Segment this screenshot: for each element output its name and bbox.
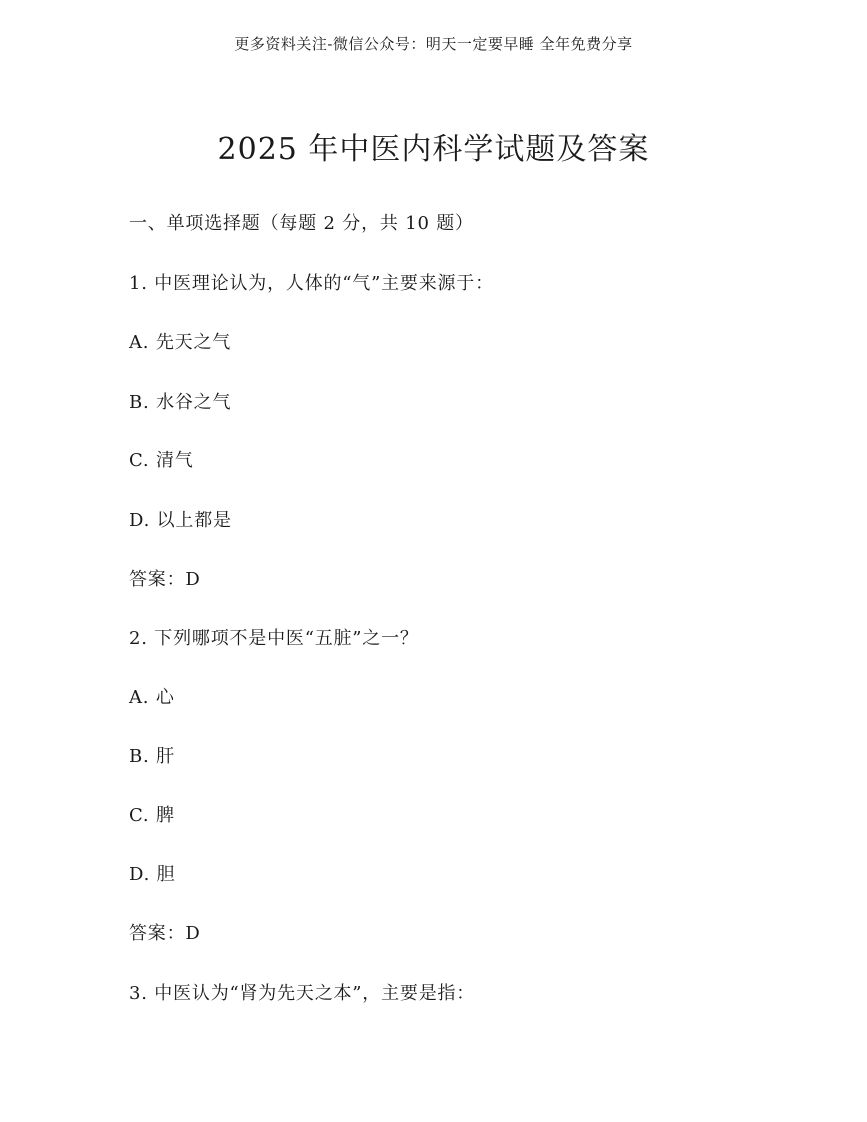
question-2-option-b: B. 肝 xyxy=(129,746,175,767)
question-2-option-a: A. 心 xyxy=(129,687,175,708)
question-1-option-b: B. 水谷之气 xyxy=(129,392,232,413)
question-3-stem: 3. 中医认为“肾为先天之本”，主要是指： xyxy=(129,983,476,1004)
question-2-option-d: D. 胆 xyxy=(129,864,176,885)
question-1-stem: 1. 中医理论认为，人体的“气”主要来源于： xyxy=(129,273,494,294)
header-note: 更多资料关注-微信公众号：明天一定要早睡 全年免费分享 xyxy=(234,35,633,53)
page-title: 2025 年中医内科学试题及答案 xyxy=(217,132,650,167)
question-1-option-c: C. 清气 xyxy=(129,450,194,471)
question-2-option-c: C. 脾 xyxy=(129,805,175,826)
question-2-answer: 答案：D xyxy=(129,923,201,944)
section-heading: 一、单项选择题（每题 2 分，共 10 题） xyxy=(129,213,474,234)
question-1-option-a: A. 先天之气 xyxy=(129,332,232,353)
question-2-stem: 2. 下列哪项不是中医“五脏”之一？ xyxy=(129,628,419,649)
question-1-answer: 答案：D xyxy=(129,569,201,590)
question-1-option-d: D. 以上都是 xyxy=(129,510,232,531)
